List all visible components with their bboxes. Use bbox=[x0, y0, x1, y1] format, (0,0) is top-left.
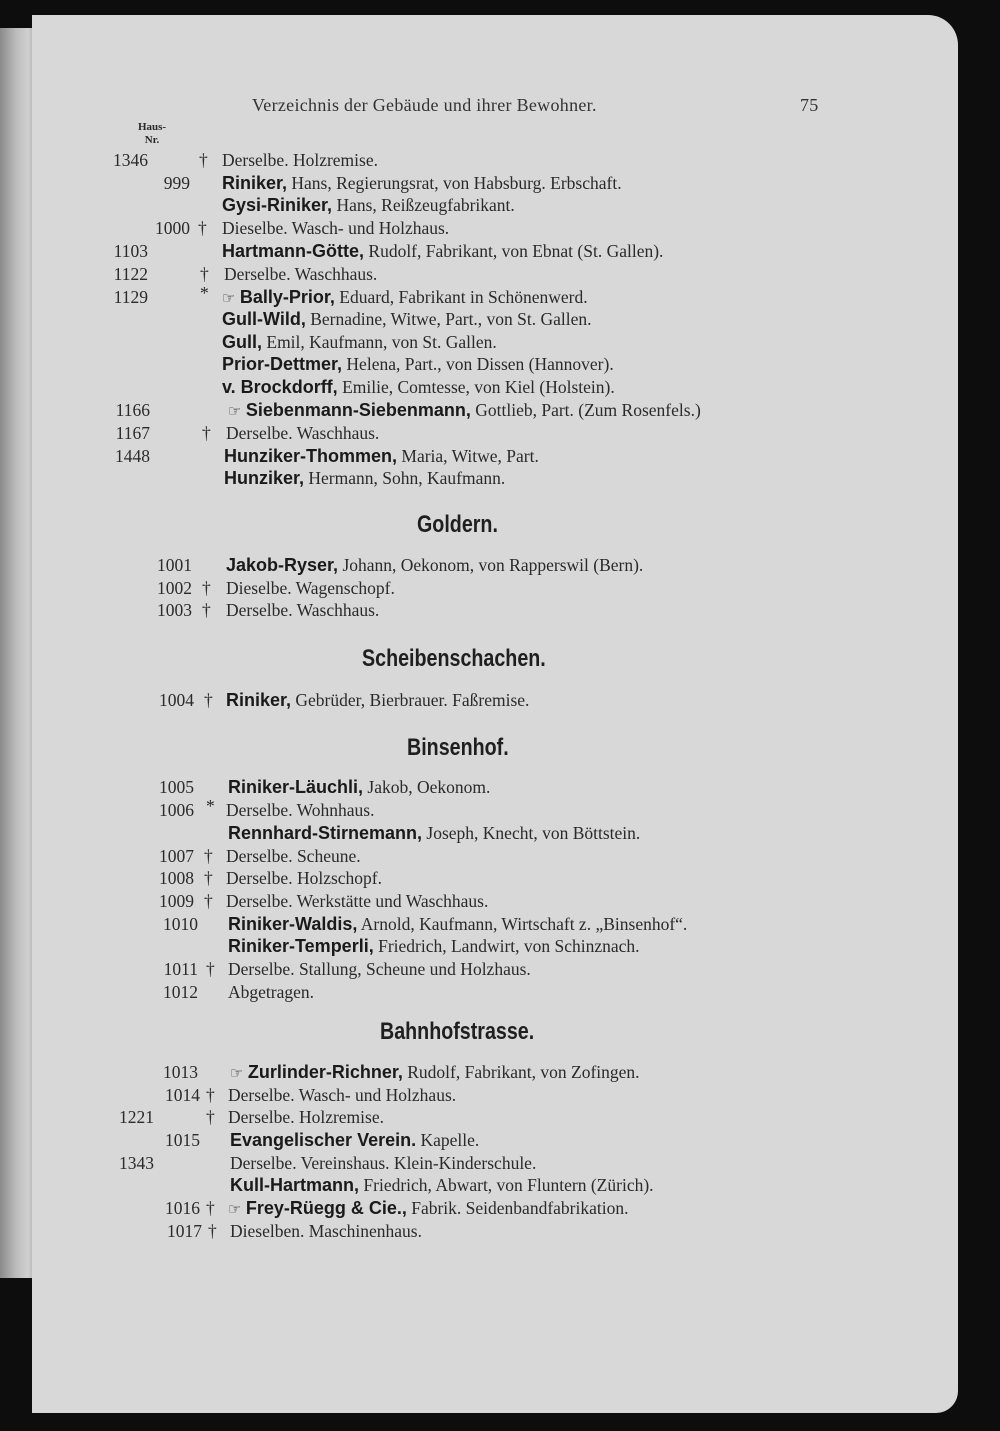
house-number: 1000 bbox=[155, 218, 190, 238]
dagger-mark: † bbox=[202, 423, 211, 443]
dagger-mark: † bbox=[202, 578, 211, 598]
page-number: 75 bbox=[800, 95, 819, 115]
resident-name: Riniker, bbox=[226, 690, 292, 710]
entry-description: Friedrich, Abwart, von Fluntern (Zürich). bbox=[363, 1175, 654, 1195]
entry-line bbox=[228, 936, 640, 956]
section-heading-bahnhofstrasse: Bahnhofstrasse. bbox=[380, 1018, 535, 1045]
house-number: 1221 bbox=[119, 1107, 154, 1127]
pointing-hand-icon: ☞ bbox=[222, 289, 236, 307]
resident-name: Frey-Rüegg & Cie., bbox=[245, 1198, 407, 1218]
house-number: 1448 bbox=[115, 446, 150, 466]
house-number: 1015 bbox=[165, 1130, 200, 1150]
dagger-mark: † bbox=[204, 690, 213, 710]
house-number: 1006 bbox=[159, 800, 194, 820]
entry-line bbox=[228, 823, 640, 843]
dagger-mark: † bbox=[199, 150, 208, 170]
house-number: 1012 bbox=[163, 982, 198, 1002]
entry-line bbox=[228, 1198, 628, 1219]
entry-description: Rudolf, Fabrikant, von Ebnat (St. Gallen). bbox=[368, 241, 664, 261]
section-heading-binsenhof: Binsenhof. bbox=[407, 734, 509, 761]
asterisk-mark: * bbox=[206, 796, 215, 816]
entry-description: Eduard, Fabrikant in Schönenwerd. bbox=[339, 287, 588, 307]
entry-description: Hermann, Sohn, Kaufmann. bbox=[308, 468, 506, 488]
resident-name: Siebenmann-Siebenmann, bbox=[245, 400, 471, 420]
entry-line bbox=[222, 195, 515, 215]
house-number: 1009 bbox=[159, 891, 194, 911]
house-number: 1005 bbox=[159, 777, 194, 797]
entry-description: Derselbe. Vereinshaus. Klein-Kinderschule. bbox=[230, 1153, 537, 1173]
entry-description: Derselbe. Stallung, Scheune und Holzhaus. bbox=[228, 959, 531, 979]
entry-description: Johann, Oekonom, von Rapperswil (Bern). bbox=[342, 555, 644, 575]
dagger-mark: † bbox=[206, 1085, 215, 1105]
resident-name: Riniker, bbox=[222, 173, 288, 193]
resident-name: Prior-Dettmer, bbox=[222, 354, 343, 374]
house-number: 1004 bbox=[159, 690, 194, 710]
book-page bbox=[32, 15, 958, 1413]
resident-name: Zurlinder-Richner, bbox=[247, 1062, 403, 1082]
entry-description: Gottlieb, Part. (Zum Rosenfels.) bbox=[475, 400, 701, 420]
dagger-mark: † bbox=[204, 891, 213, 911]
dagger-mark: † bbox=[198, 218, 207, 238]
column-label-nr: Nr. bbox=[144, 134, 160, 146]
house-number: 1346 bbox=[113, 150, 148, 170]
entry-description: Derselbe. Holzremise. bbox=[228, 1107, 384, 1127]
entry-line bbox=[230, 1175, 654, 1195]
house-number: 1014 bbox=[165, 1085, 200, 1105]
pointing-hand-icon: ☞ bbox=[228, 1200, 242, 1218]
entry-description: Derselbe. Waschhaus. bbox=[224, 264, 378, 284]
entry-description: Friedrich, Landwirt, von Schinznach. bbox=[378, 936, 640, 956]
asterisk-mark: * bbox=[200, 283, 209, 303]
entry-line bbox=[230, 1130, 479, 1150]
entry-line bbox=[228, 777, 490, 797]
entry-description: Dieselbe. Wagenschopf. bbox=[226, 578, 395, 598]
entry-description: Rudolf, Fabrikant, von Zofingen. bbox=[407, 1062, 640, 1082]
house-number: 1122 bbox=[113, 264, 148, 284]
dagger-mark: † bbox=[204, 868, 213, 888]
house-number: 1002 bbox=[157, 578, 192, 598]
entry-description: Joseph, Knecht, von Böttstein. bbox=[426, 823, 641, 843]
entry-line bbox=[222, 173, 622, 193]
resident-name: Gull-Wild, bbox=[222, 309, 306, 329]
resident-name: Riniker-Waldis, bbox=[228, 914, 358, 934]
entry-line bbox=[222, 332, 497, 352]
entry-line bbox=[228, 400, 701, 421]
entry-description: Derselbe. Scheune. bbox=[226, 846, 361, 866]
house-number: 1016 bbox=[165, 1198, 200, 1218]
entry-description: Dieselbe. Wasch- und Holzhaus. bbox=[222, 218, 450, 238]
entry-description: Derselbe. Waschhaus. bbox=[226, 423, 380, 443]
entry-description: Emil, Kaufmann, von St. Gallen. bbox=[266, 332, 497, 352]
entry-description: Hans, Reißzeugfabrikant. bbox=[336, 195, 515, 215]
entry-description: Maria, Witwe, Part. bbox=[401, 446, 539, 466]
resident-name: Hunziker-Thommen, bbox=[224, 446, 398, 466]
house-number: 1007 bbox=[159, 846, 194, 866]
entry-line bbox=[224, 446, 539, 466]
dagger-mark: † bbox=[206, 959, 215, 979]
resident-name: Evangelischer Verein. bbox=[230, 1130, 417, 1150]
column-label-haus: Haus- bbox=[137, 121, 167, 133]
entry-description: Bernadine, Witwe, Part., von St. Gallen. bbox=[310, 309, 592, 329]
pointing-hand-icon: ☞ bbox=[228, 402, 242, 420]
entry-description: Jakob, Oekonom. bbox=[367, 777, 491, 797]
resident-name: Hunziker, bbox=[224, 468, 305, 488]
resident-name: Riniker-Läuchli, bbox=[228, 777, 364, 797]
dagger-mark: † bbox=[202, 600, 211, 620]
entry-description: Derselbe. Holzremise. bbox=[222, 150, 378, 170]
dagger-mark: † bbox=[200, 264, 209, 284]
house-number: 1129 bbox=[113, 287, 148, 307]
resident-name: Rennhard-Stirnemann, bbox=[228, 823, 423, 843]
entry-line bbox=[222, 287, 588, 308]
entry-description: Abgetragen. bbox=[228, 982, 315, 1002]
resident-name: Jakob-Ryser, bbox=[226, 555, 339, 575]
resident-name: Gysi-Riniker, bbox=[222, 195, 333, 215]
entry-line bbox=[222, 377, 615, 397]
entry-line bbox=[228, 914, 687, 934]
house-number: 1003 bbox=[157, 600, 192, 620]
entry-description: Helena, Part., von Dissen (Hannover). bbox=[346, 354, 614, 374]
resident-name: Bally-Prior, bbox=[239, 287, 335, 307]
entry-description: Derselbe. Wasch- und Holzhaus. bbox=[228, 1085, 457, 1105]
section-heading-scheibenschachen: Scheibenschachen. bbox=[362, 645, 546, 672]
entry-line bbox=[226, 555, 643, 575]
resident-name: Riniker-Temperli, bbox=[228, 936, 374, 956]
dagger-mark: † bbox=[206, 1198, 215, 1218]
house-number: 1011 bbox=[163, 959, 198, 979]
resident-name: Kull-Hartmann, bbox=[230, 1175, 360, 1195]
house-number: 1103 bbox=[113, 241, 148, 261]
running-title: Verzeichnis der Gebäude und ihrer Bewohner. bbox=[252, 95, 597, 115]
house-number: 1166 bbox=[115, 400, 150, 420]
resident-name: Gull, bbox=[222, 332, 262, 352]
dagger-mark: † bbox=[206, 1107, 215, 1127]
entry-description: Derselbe. Wohnhaus. bbox=[226, 800, 375, 820]
house-number: 1001 bbox=[157, 555, 192, 575]
entry-description: Fabrik. Seidenbandfabrikation. bbox=[411, 1198, 629, 1218]
resident-name: Hartmann-Götte, bbox=[222, 241, 365, 261]
entry-description: Hans, Regierungsrat, von Habsburg. Erbschaft. bbox=[291, 173, 622, 193]
dagger-mark: † bbox=[204, 846, 213, 866]
entry-line bbox=[222, 309, 592, 329]
house-number: 1008 bbox=[159, 868, 194, 888]
entry-description: Arnold, Kaufmann, Wirtschaft z. „Binsenhof“. bbox=[360, 914, 688, 934]
section-heading-goldern: Goldern. bbox=[417, 511, 498, 538]
house-number: 1167 bbox=[115, 423, 150, 443]
resident-name: v. Brockdorff, bbox=[222, 377, 338, 397]
entry-description: Derselbe. Waschhaus. bbox=[226, 600, 380, 620]
entry-line bbox=[230, 1062, 640, 1083]
entry-line bbox=[222, 354, 614, 374]
entry-description: Dieselben. Maschinenhaus. bbox=[230, 1221, 422, 1241]
entry-line bbox=[224, 468, 505, 488]
entry-line bbox=[222, 241, 663, 261]
pointing-hand-icon: ☞ bbox=[230, 1064, 244, 1082]
entry-description: Derselbe. Holzschopf. bbox=[226, 868, 382, 888]
house-number: 1343 bbox=[119, 1153, 154, 1173]
house-number: 1010 bbox=[163, 914, 198, 934]
house-number: 1017 bbox=[167, 1221, 202, 1241]
entry-description: Derselbe. Werkstätte und Waschhaus. bbox=[226, 891, 489, 911]
house-number: 999 bbox=[163, 173, 190, 193]
entry-line bbox=[226, 690, 529, 710]
entry-description: Gebrüder, Bierbrauer. Faßremise. bbox=[295, 690, 530, 710]
entry-description: Emilie, Comtesse, von Kiel (Holstein). bbox=[342, 377, 615, 397]
entry-description: Kapelle. bbox=[420, 1130, 480, 1150]
dagger-mark: † bbox=[208, 1221, 217, 1241]
house-number: 1013 bbox=[163, 1062, 198, 1082]
